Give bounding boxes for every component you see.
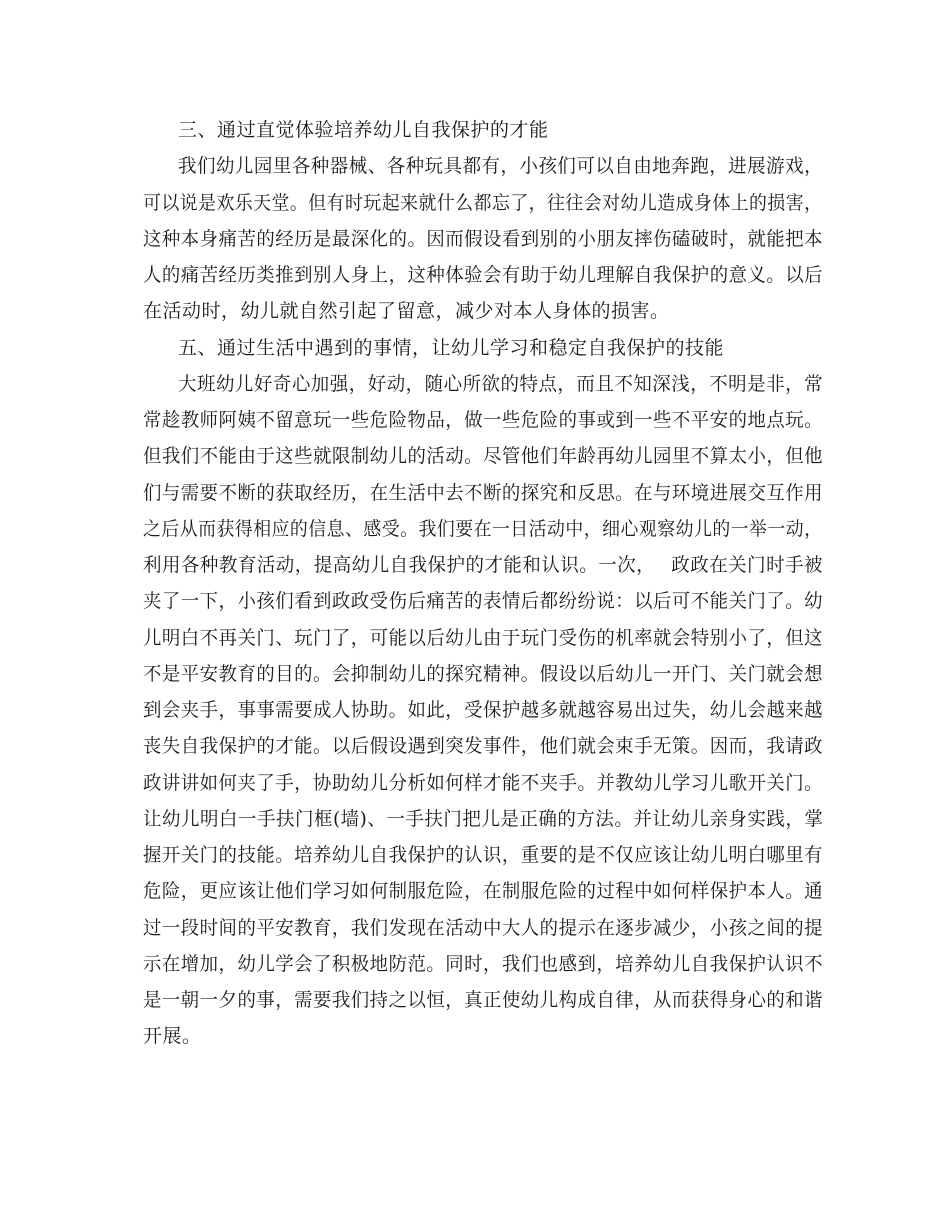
- text-line: 开展。: [143, 1025, 202, 1048]
- text-line: 三、通过直觉体验培养幼儿自我保护的才能: [178, 119, 549, 141]
- text-line: 让幼儿明白一手扶门框(墙)、一手扶门把儿是正确的方法。并让幼儿亲身实践，掌: [143, 807, 824, 830]
- text-line: 不是平安教育的目的。会抑制幼儿的探究精神。假设以后幼儿一开门、关门就会想: [143, 662, 824, 685]
- text-line: 这种本身痛苦的经历是最深化的。因而假设看到别的小朋友摔伤磕破时，就能把本: [143, 227, 824, 250]
- text-line: 危险，更应该让他们学习如何制服危险，在制服危险的过程中如何样保护本人。通: [143, 880, 824, 903]
- text-line: 是一朝一夕的事，需要我们持之以恒，真正使幼儿构成自律，从而获得身心的和谐: [143, 989, 824, 1011]
- text-line: 之后从而获得相应的信息、感受。我们要在一日活动中，细心观察幼儿的一举一动，: [143, 517, 823, 540]
- text-line: 常趁教师阿姨不留意玩一些危险物品，做一些危险的事或到一些不平安的地点玩。: [143, 409, 824, 431]
- text-line: 五、通过生活中遇到的事情，让幼儿学习和稳定自我保护的技能: [178, 336, 725, 359]
- text-line: 在活动时，幼儿就自然引起了留意，减少对本人身体的损害。: [143, 300, 670, 323]
- text-line: 人的痛苦经历类推到别人身上，这种体验会有助于幼儿理解自我保护的意义。以后: [143, 264, 824, 286]
- text-line: 示在增加，幼儿学会了积极地防范。同时，我们也感到，培养幼儿自我保护认识不: [143, 952, 824, 975]
- text-line: 握开关门的技能。培养幼儿自我保护的认识，重要的是不仅应该让幼儿明白哪里有: [143, 844, 824, 866]
- text-line: 政讲讲如何夹了手，协助幼儿分析如何样才能不夹手。并教幼儿学习儿歌开关门。: [143, 771, 824, 794]
- text-line: 但我们不能由于这些就限制幼儿的活动。尽管他们年龄再幼儿园里不算太小，但他: [143, 445, 824, 468]
- text-line: 大班幼儿好奇心加强，好动，随心所欲的特点，而且不知深浅，不明是非，常: [178, 372, 824, 395]
- text-line: 夹了一下，小孩们看到政政受伤后痛苦的表情后都纷纷说：以后可不能关门了。幼: [143, 590, 824, 613]
- text-line: 们与需要不断的获取经历，在生活中去不断的探究和反思。在与环境进展交互作用: [143, 481, 824, 504]
- text-line: 过一段时间的平安教育，我们发现在活动中大人的提示在逐步减少，小孩之间的提: [143, 916, 824, 939]
- text-line: 儿明白不再关门、玩门了，可能以后幼儿由于玩门受伤的机率就会特别小了，但这: [143, 626, 824, 649]
- text-line: 到会夹手，事事需要成人协助。如此，受保护越多就越容易出过失，幼儿会越来越: [143, 699, 824, 721]
- text-line: 可以说是欢乐天堂。但有时玩起来就什么都忘了，往往会对幼儿造成身体上的损害，: [143, 191, 823, 214]
- text-line: 我们幼儿园里各种器械、各种玩具都有，小孩们可以自由地奔跑，进展游戏，: [178, 155, 824, 178]
- text-line: 利用各种教育活动，提高幼儿自我保护的才能和认识。一次， 政政在关门时手被: [143, 554, 824, 576]
- text-line: 丧失自我保护的才能。以后假设遇到突发事件，他们就会束手无策。因而，我请政: [143, 735, 824, 758]
